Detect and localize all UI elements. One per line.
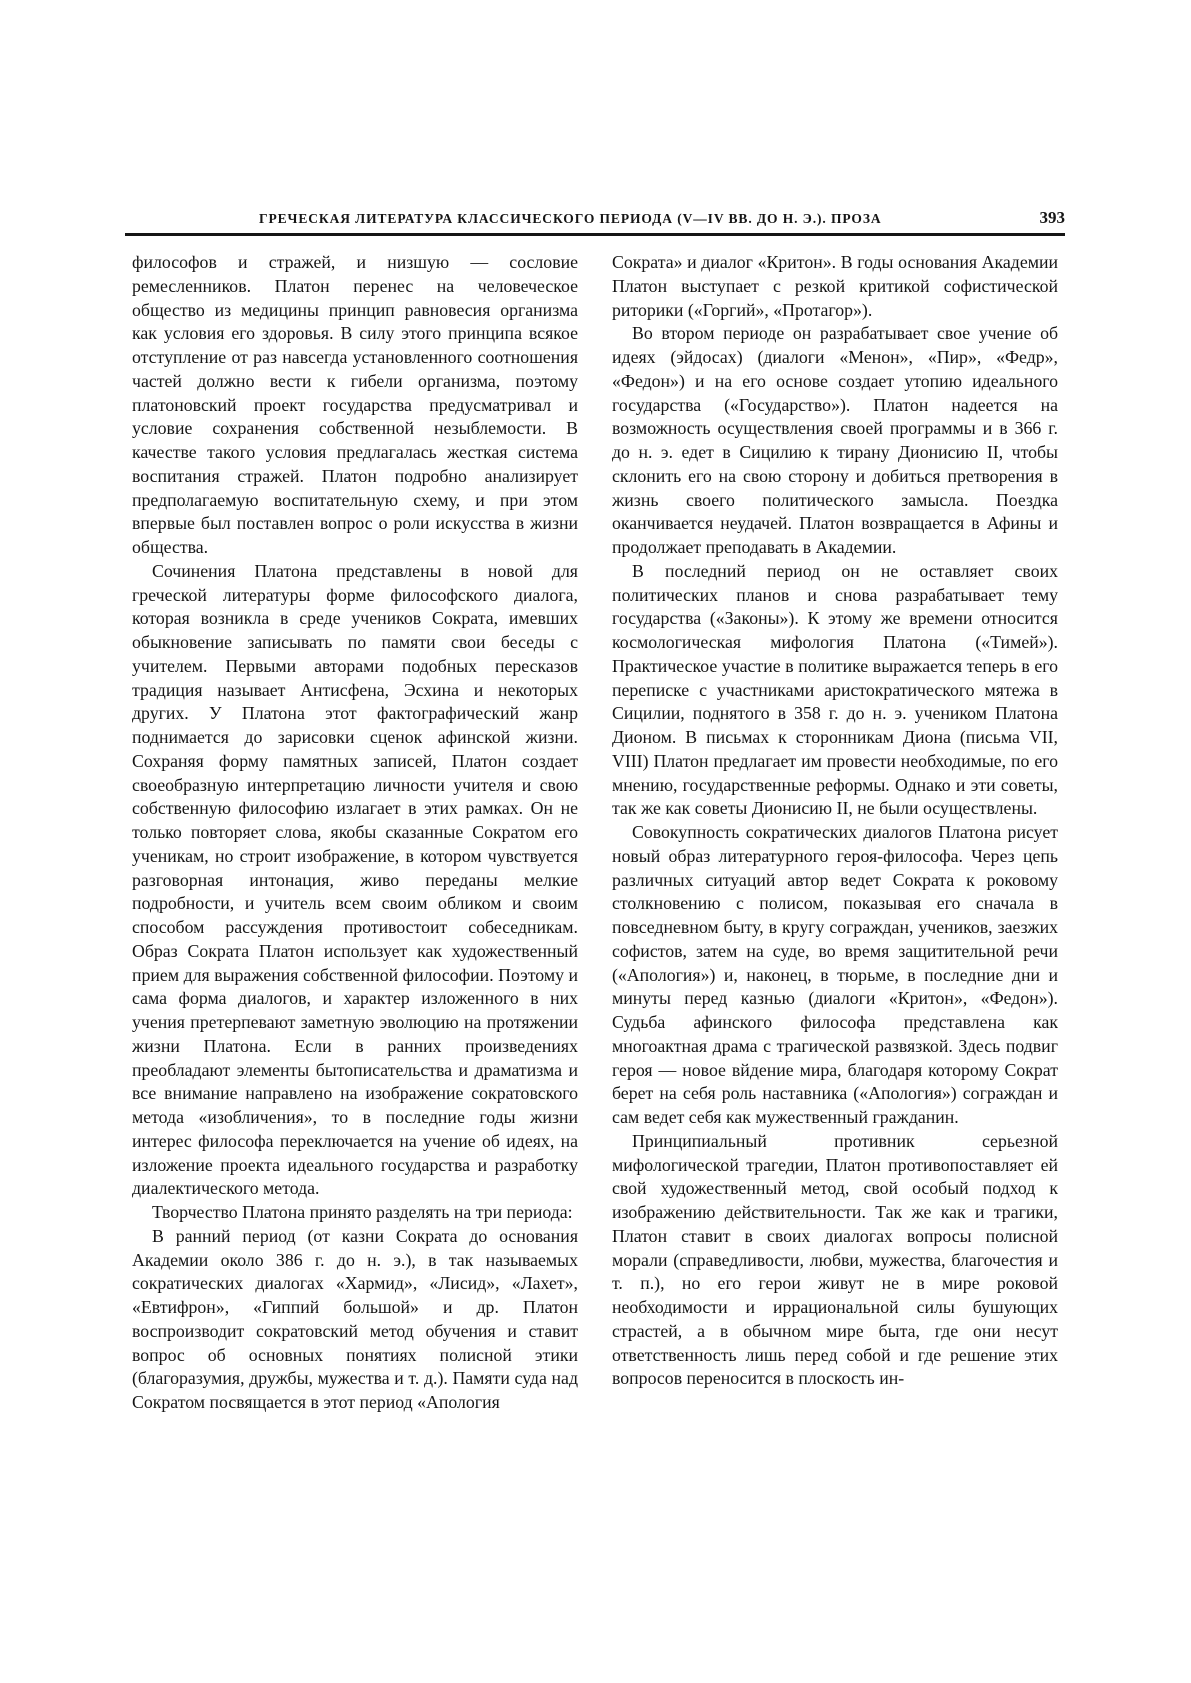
- running-head: [125, 210, 1065, 232]
- left-column: [132, 251, 578, 1415]
- paragraph: В последний период он не оставляет своих политических планов и снова разрабатывает тему государства («Законы»). К этому же времени относится космологическая мифология Платона («Тимей»). Практическое участие в политике выражается теперь в его переписке с участниками аристократического мятежа в Сицилии, поднятого в 358 г. до н. э. учеником Платона Дионом. В письмах к сторонникам Диона (письма VII, VIII) Платон предлагает им провести необходимые, по его мнению, государственные реформы. Однако и эти советы, так же как советы Дионисию II, не были осуществлены.: [612, 560, 1058, 819]
- paragraph: Сочинения Платона представлены в новой для греческой литературы форме философского диалога, которая возникла в среде учеников Сократа, имевших обыкновение записывать по памяти свои беседы с учителем. Первыми авторами подобных пересказов традиция называет Антисфена, Эсхина и некоторых других. У Платона этот фактографический жанр поднимается до зарисовки сценок афинской жизни. Сохраняя форму памятных записей, Платон создает своеобразную интерпретацию личности учителя и свою собственную философию излагает в этих рамках. Он не только повторяет слова, якобы сказанные Сократом его ученикам, но строит изображение, в котором чувствуется разговорная интонация, живо переданы мелкие подробности, и учитель всем своим обликом и своим способом рассуждения противостоит собеседникам. Образ Сократа Платон использует как художественный прием для выражения собственной философии. Поэтому и сама форма диалогов, и характер изложенного в них учения претерпевают заметную эволюцию на протяжении жизни Платона. Если в ранних произведениях преобладают элементы бытописательства и драматизма и все внимание направлено на изображение сократовского метода «изобличения», то в последние годы жизни интерес философа переключается на учение об идеях, на изложение проекта идеального государства и разработку диалектического метода.: [132, 560, 578, 1199]
- right-column: [612, 251, 1058, 1391]
- header-rule: [125, 233, 1065, 236]
- running-title: ГРЕЧЕСКАЯ ЛИТЕРАТУРА КЛАССИЧЕСКОГО ПЕРИОДА (V—IV ВВ. ДО Н. Э.). ПРОЗА: [259, 211, 882, 226]
- paragraph: Сократа» и диалог «Критон». В годы основания Академии Платон выступает с резкой критикой софистической риторики («Горгий», «Протагор»).: [612, 252, 1058, 320]
- page-number: 393: [1039, 208, 1065, 227]
- paragraph: Принципиальный противник серьезной мифологической трагедии, Платон противопоставляет ей свой художественный метод, свой особый подход к изображению действительности. Так же как и трагики, Платон ставит в своих диалогах вопросы полисной морали (справедливости, любви, мужества, благочестия и т. п.), но его герои живут не в мире роковой необходимости и иррациональной силы бушующих страстей, а в обычном мире быта, где они несут ответственность лишь перед собой и где решение этих вопросов переносится в плоскость ин-: [612, 1130, 1058, 1389]
- paragraph: Во втором периоде он разрабатывает свое учение об идеях (эйдосах) (диалоги «Менон», «Пир», «Федр», «Федон») и на его основе создает утопию идеального государства («Государство»). Платон надеется на возможность осуществления своей программы и в 366 г. до н. э. едет в Сицилию к тирану Дионисию II, чтобы склонить его на свою сторону и добиться претворения в жизнь своего политического замысла. Поездка оканчивается неудачей. Платон возвращается в Афины и продолжает преподавать в Академии.: [612, 323, 1058, 557]
- paragraph: философов и стражей, и низшую — сословие ремесленников. Платон перенес на человеческое общество из медицины принцип равновесия организма как условия его здоровья. В силу этого принципа всякое отступление от раз навсегда установленного соотношения частей должно вести к гибели организма, поэтому платоновский проект государства предусматривал и условие сохранения собственной незыблемости. В качестве такого условия предлагалась жесткая система воспитания стражей. Платон подробно анализирует предполагаемую воспитательную схему, и при этом впервые был поставлен вопрос о роли искусства в жизни общества.: [132, 252, 578, 557]
- paragraph: В ранний период (от казни Сократа до основания Академии около 386 г. до н. э.), в так называемых сократических диалогах «Хармид», «Лисид», «Лахет», «Евтифрон», «Гиппий большой» и др. Платон воспроизводит сократовский метод обучения и ставит вопрос об основных понятиях полисной этики (благоразумия, дружбы, мужества и т. д.). Памяти суда над Сократом посвящается в этот период «Апология: [132, 1225, 578, 1412]
- paragraph: Совокупность сократических диалогов Платона рисует новый образ литературного героя-философа. Через цепь различных ситуаций автор ведет Сократа к роковому столкновению с полисом, показывая его сначала в повседневном быту, в кругу сограждан, учеников, заезжих софистов, затем на суде, во время защитительной речи («Апология») и, наконец, в тюрьме, в последние дни и минуты перед казнью (диалоги «Критон», «Федон»). Судьба афинского философа представлена как многоактная драма с трагической развязкой. Здесь подвиг героя — новое вйдение мира, благодаря которому Сократ берет на себя роль наставника («Апология») сограждан и сам ведет себя как мужественный гражданин.: [612, 822, 1058, 1127]
- paragraph: Творчество Платона принято разделять на три периода:: [152, 1202, 573, 1222]
